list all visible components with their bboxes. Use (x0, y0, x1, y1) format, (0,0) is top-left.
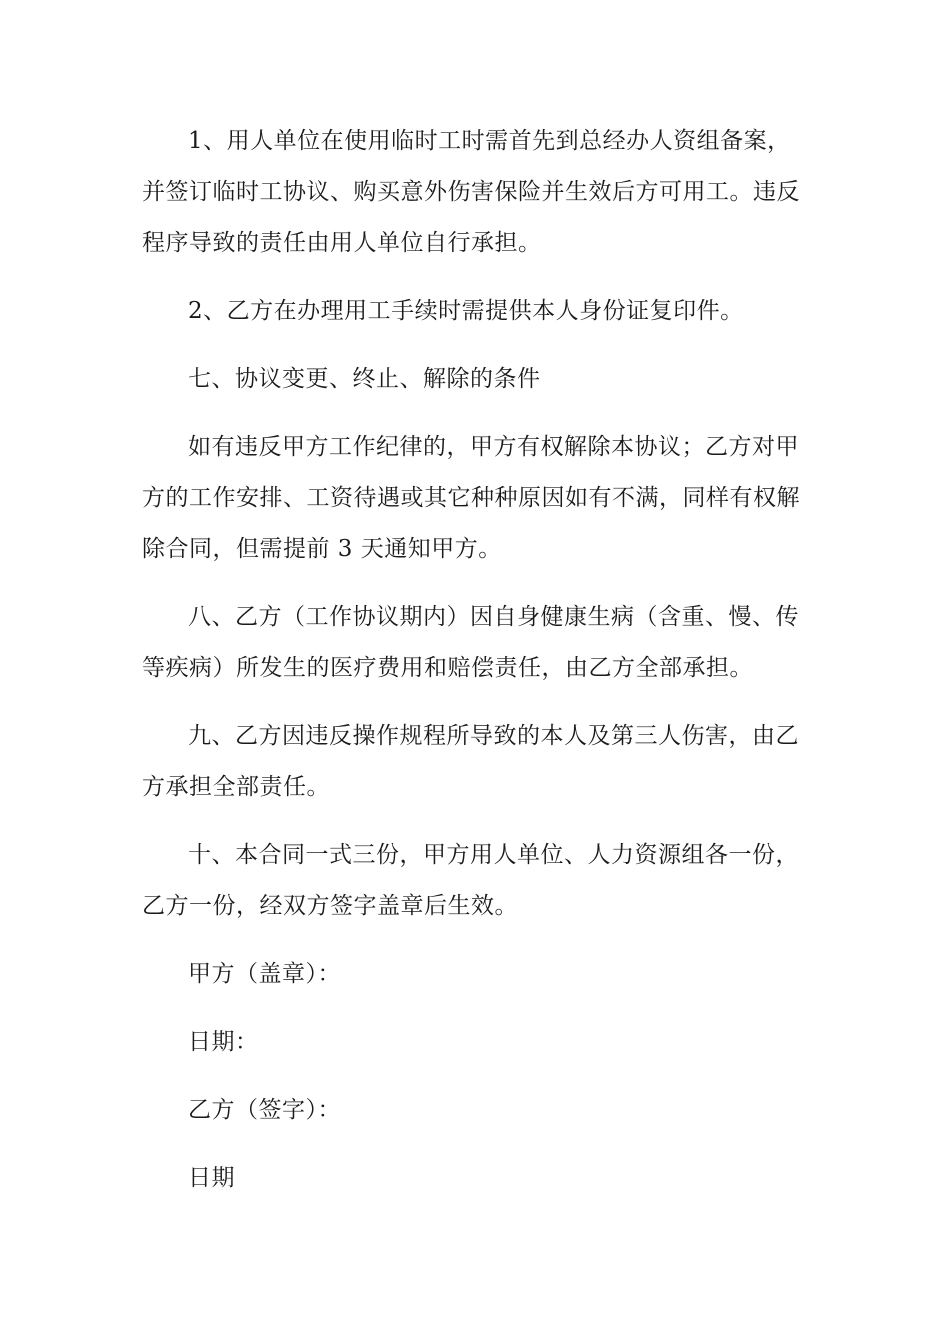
paragraph-line: 2、乙方在办理用工手续时需提供本人身份证复印件。 (188, 298, 744, 324)
paragraph-line: 七、协议变更、终止、解除的条件 (188, 366, 541, 392)
paragraph-line: 乙方一份，经双方签字盖章后生效。 (142, 893, 518, 919)
party-b-signature-label (142, 1085, 802, 1136)
clause-registration (142, 116, 802, 269)
paragraph-line: 乙方（签字）： (188, 1097, 341, 1123)
party-a-seal-label (142, 949, 802, 1000)
paragraph-line: 如有违反甲方工作纪律的，甲方有权解除本协议；乙方对甲 (188, 434, 799, 460)
paragraph-line: 方的工作安排、工资待遇或其它种种原因如有不满，同样有权解 (142, 485, 800, 511)
paragraph-line: 1、用人单位在使用临时工时需首先到总经办人资组备案， (188, 128, 791, 154)
section-heading-change-termination (142, 354, 802, 405)
paragraph-line: 十、本合同一式三份，甲方用人单位、人力资源组各一份， (188, 842, 799, 868)
party-b-date-label (142, 1153, 802, 1204)
paragraph-line: 除合同，但需提前 3 天通知甲方。 (142, 536, 502, 562)
paragraph-line: 程序导致的责任由用人单位自行承担。 (142, 230, 542, 256)
clause-eight-medical (142, 592, 802, 694)
paragraph-line: 日期： (188, 1029, 259, 1055)
paragraph-line: 方承担全部责任。 (142, 774, 330, 800)
clause-id-copy (142, 286, 802, 337)
paragraph-line: 等疾病）所发生的医疗费用和赔偿责任，由乙方全部承担。 (142, 655, 753, 681)
clause-nine-liability (142, 711, 802, 813)
paragraph-line: 九、乙方因违反操作规程所导致的本人及第三人伤害，由乙 (188, 723, 799, 749)
paragraph-line: 甲方（盖章）： (188, 961, 341, 987)
paragraph-line: 日期 (188, 1165, 235, 1191)
clause-termination-terms (142, 422, 802, 575)
document-body (142, 116, 802, 1204)
clause-ten-copies (142, 830, 802, 932)
party-a-date-label (142, 1017, 802, 1068)
paragraph-line: 并签订临时工协议、购买意外伤害保险并生效后方可用工。违反 (142, 179, 800, 205)
paragraph-line: 八、乙方（工作协议期内）因自身健康生病（含重、慢、传 (188, 604, 799, 630)
